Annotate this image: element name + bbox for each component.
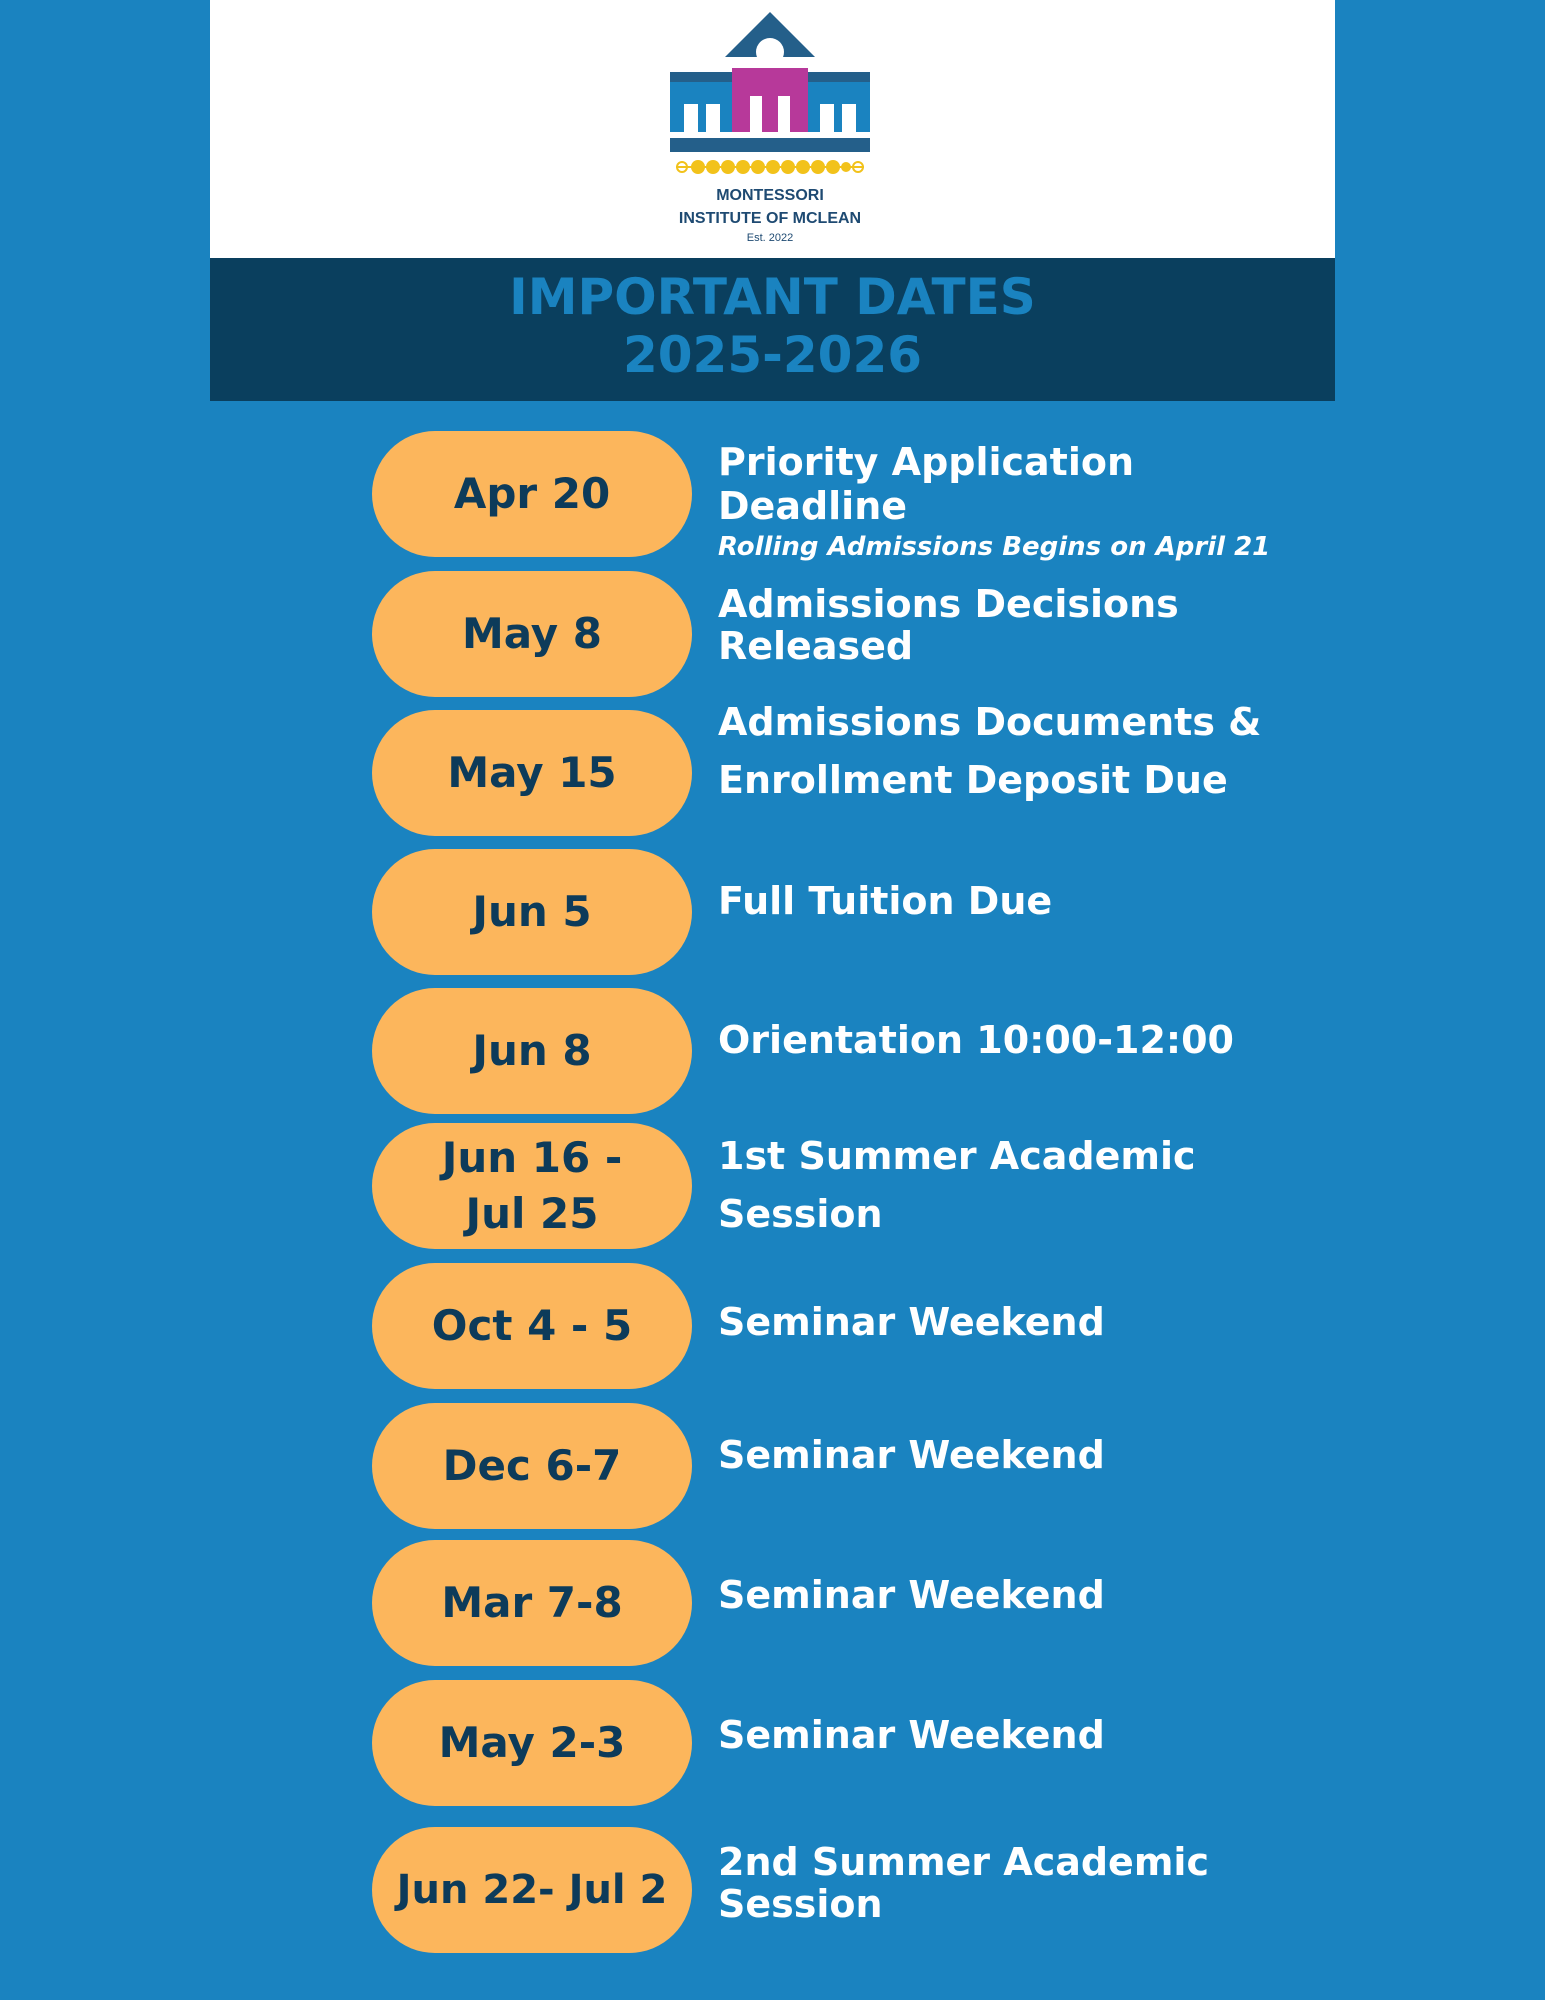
date-pill [372,1540,692,1666]
logo-name-line2: INSTITUTE OF MCLEAN [678,210,862,227]
event-title: Admissions Decisions Released [718,582,1179,668]
event-title: Seminar Weekend [718,1300,1105,1344]
event-subtitle: Rolling Admissions Begins on April 21 [718,532,1271,562]
page-title: IMPORTANT DATES [509,268,1036,326]
date-pill [372,849,692,975]
event-title: Seminar Weekend [718,1713,1105,1757]
date-label: Jun 8 [472,1026,592,1075]
event-title: 1st Summer Academic Session [718,1134,1196,1236]
date-label: Mar 7-8 [441,1578,623,1627]
date-label: Jun 22- Jul 2 [396,1867,668,1913]
event-item [718,440,1318,562]
date-pill [372,1827,692,1953]
date-label: May 15 [447,748,617,797]
event-title: Orientation 10:00-12:00 [718,1018,1234,1062]
date-pill [372,571,692,697]
date-pill [372,431,692,557]
logo-established: Est. 2022 [746,232,794,244]
date-label: Dec 6-7 [442,1441,622,1490]
event-title: 2nd Summer Academic Session [718,1840,1209,1926]
logo-name-line1: MONTESSORI [716,187,824,204]
date-pill [372,1403,692,1529]
date-label: Oct 4 - 5 [431,1301,633,1350]
logo [660,12,880,252]
title-band [210,258,1335,401]
date-pill [372,988,692,1114]
date-pill [372,1680,692,1806]
event-title: Seminar Weekend [718,1433,1105,1477]
date-pill [372,1123,692,1249]
event-title: Priority Application Deadline [718,440,1135,528]
date-label: Apr 20 [453,469,611,518]
date-label: Jun 16 - Jul 25 [441,1133,623,1238]
event-title: Admissions Documents & Enrollment Deposit Due [718,700,1262,802]
date-pill [372,1263,692,1389]
page-subtitle-year: 2025-2026 [622,326,923,384]
date-label: May 2-3 [438,1718,626,1767]
event-title: Full Tuition Due [718,879,1053,923]
date-pill [372,710,692,836]
school-building-logo-icon [660,12,880,182]
date-label: May 8 [461,609,603,658]
event-title: Seminar Weekend [718,1573,1105,1617]
date-label: Jun 5 [472,887,592,936]
